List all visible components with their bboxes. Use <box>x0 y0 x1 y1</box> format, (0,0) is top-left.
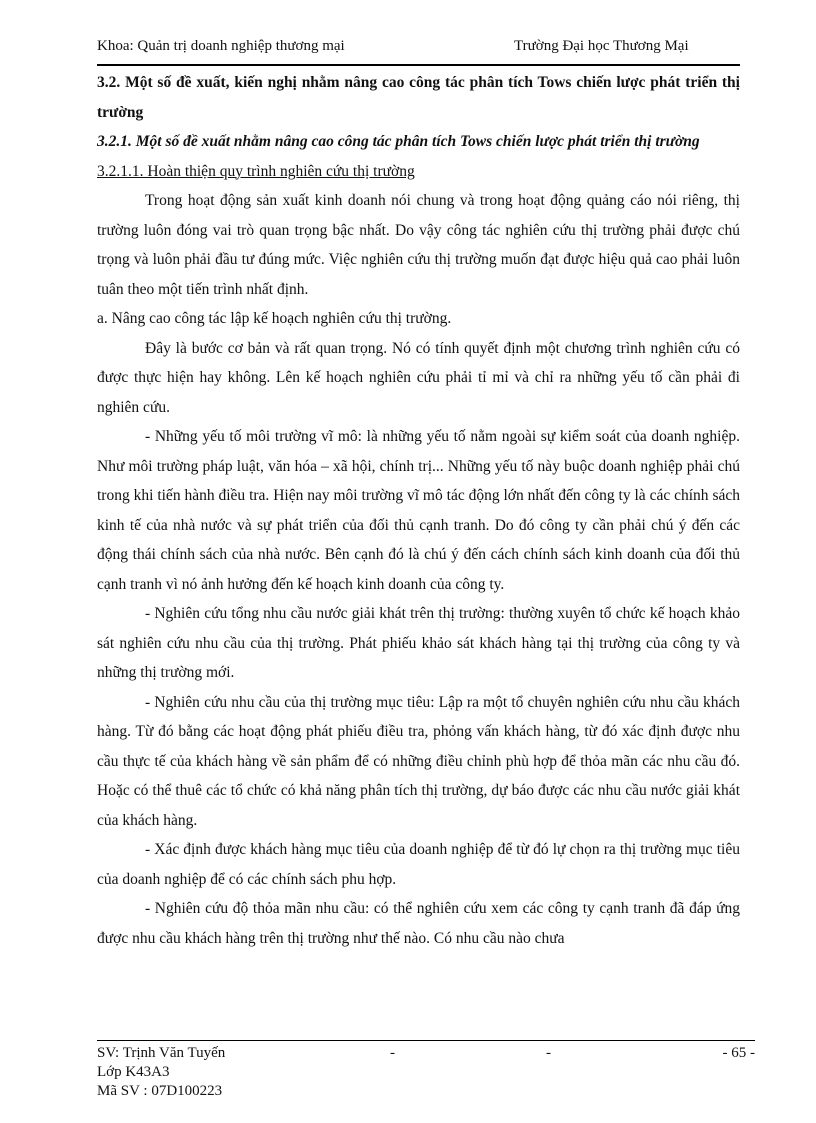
page-footer <box>97 1044 757 1101</box>
header-rule <box>97 64 740 66</box>
heading-3-2: 3.2. Một số đề xuất, kiến nghị nhằm nâng cao công tác phân tích Tows chiến lược phát triển thị trường <box>97 74 740 121</box>
paragraph-total-demand: - Nghiên cứu tổng nhu cầu nước giải khát trên thị trường: thường xuyên tổ chức kế hoạch khảo sát nghiên cứu nhu cầu của thị trường. Phát phiếu khảo sát khách hàng tại thị trường của công ty và những thị trường mới. <box>97 605 740 681</box>
paragraph-target-market: - Nghiên cứu nhu cầu của thị trường mục tiêu: Lập ra một tổ chuyên nghiên cứu nhu cầu khách hàng. Từ đó bằng các hoạt động phát phiếu điều tra, phỏng vấn khách hàng, từ đó xác định được nhu cầu thực tế của khách hàng về sản phẩm để có những điều chỉnh phù hợp để thỏa mãn các nhu cầu đó. Hoặc có thể thuê các tổ chức có khả năng phân tích thị trường, dự báo được các nhu cầu nước giải khát của khách hàng. <box>97 693 740 829</box>
page-body <box>97 68 740 953</box>
footer-class: Lớp K43A3 <box>97 1064 170 1080</box>
heading-3-2-1-1 <box>97 157 740 187</box>
list-item-a: a. Nâng cao công tác lập kế hoạch nghiên cứu thị trường. <box>97 310 452 327</box>
header-faculty: Khoa: Quản trị doanh nghiệp thương mại <box>97 38 345 54</box>
paragraph-planning: Đây là bước cơ bản và rất quan trọng. Nó có tính quyết định một chương trình nghiên cứu có được thực hiện hay không. Lên kế hoạch nghiên cứu phải tỉ mỉ và chỉ ra những yếu tố cần phải đi nghiên cứu. <box>97 339 740 416</box>
footer-dash-2: - <box>546 1045 551 1061</box>
footer-student-id: Mã SV : 07D100223 <box>97 1083 223 1099</box>
page-number: - 65 - <box>722 1045 755 1061</box>
paragraph-macro-environment: - Những yếu tố môi trường vĩ mô: là những yếu tố nằm ngoài sự kiểm soát của doanh nghiệp. Như môi trường pháp luật, văn hóa – xã hội, chính trị... Những yếu tố này buộc doanh nghiệp phải chú trong khi tiến hành điều tra. Hiện nay môi trường vĩ mô tác động lớn nhất đến công ty là các chính sách kinh tế của nhà nước và sự phát triển của đối thủ cạnh tranh. Do đó công ty cần phải chú ý đến các động thái chính sách của nhà nước. Bên cạnh đó là chú ý đến cách chính sách kinh doanh của đối thủ cạnh tranh vì nó ảnh hưởng đến kế hoạch kinh doanh của công ty. <box>97 428 740 593</box>
footer-student-name: SV: Trịnh Văn Tuyến <box>97 1045 226 1061</box>
paragraph-satisfaction: - Nghiên cứu độ thỏa mãn nhu cầu: có thể nghiên cứu xem các công ty cạnh tranh đã đáp ứng được nhu cầu khách hàng trên thị trường như thế nào. Có nhu cầu nào chưa <box>97 900 740 947</box>
page-header <box>97 38 737 62</box>
header-university: Trường Đại học Thương Mại <box>514 38 689 54</box>
paragraph-intro: Trong hoạt động sản xuất kinh doanh nói chung và trong hoạt động quảng cáo nói riêng, thị trường luôn đóng vai trò quan trọng bậc nhất. Do vậy công tác nghiên cứu thị trường phải được chú trọng và luôn phải đầu tư đúng mức. Việc nghiên cứu thị trường muốn đạt được hiệu quả cao phải luôn tuân theo một tiến trình nhất định. <box>97 192 740 298</box>
footer-dash-1: - <box>390 1045 395 1061</box>
footer-rule <box>97 1040 755 1041</box>
heading-3-2-1-1-text: 3.2.1.1. Hoàn thiện quy trình nghiên cứu thị trường <box>97 162 415 180</box>
paragraph-target-customer: - Xác định được khách hàng mục tiêu của doanh nghiệp để từ đó lự chọn ra thị trường mục tiêu của doanh nghiệp để có các chính sách phu hợp. <box>97 841 740 888</box>
heading-3-2-1: 3.2.1. Một số đề xuất nhằm nâng cao công tác phân tích Tows chiến lược phát triển thị trường <box>97 133 700 150</box>
